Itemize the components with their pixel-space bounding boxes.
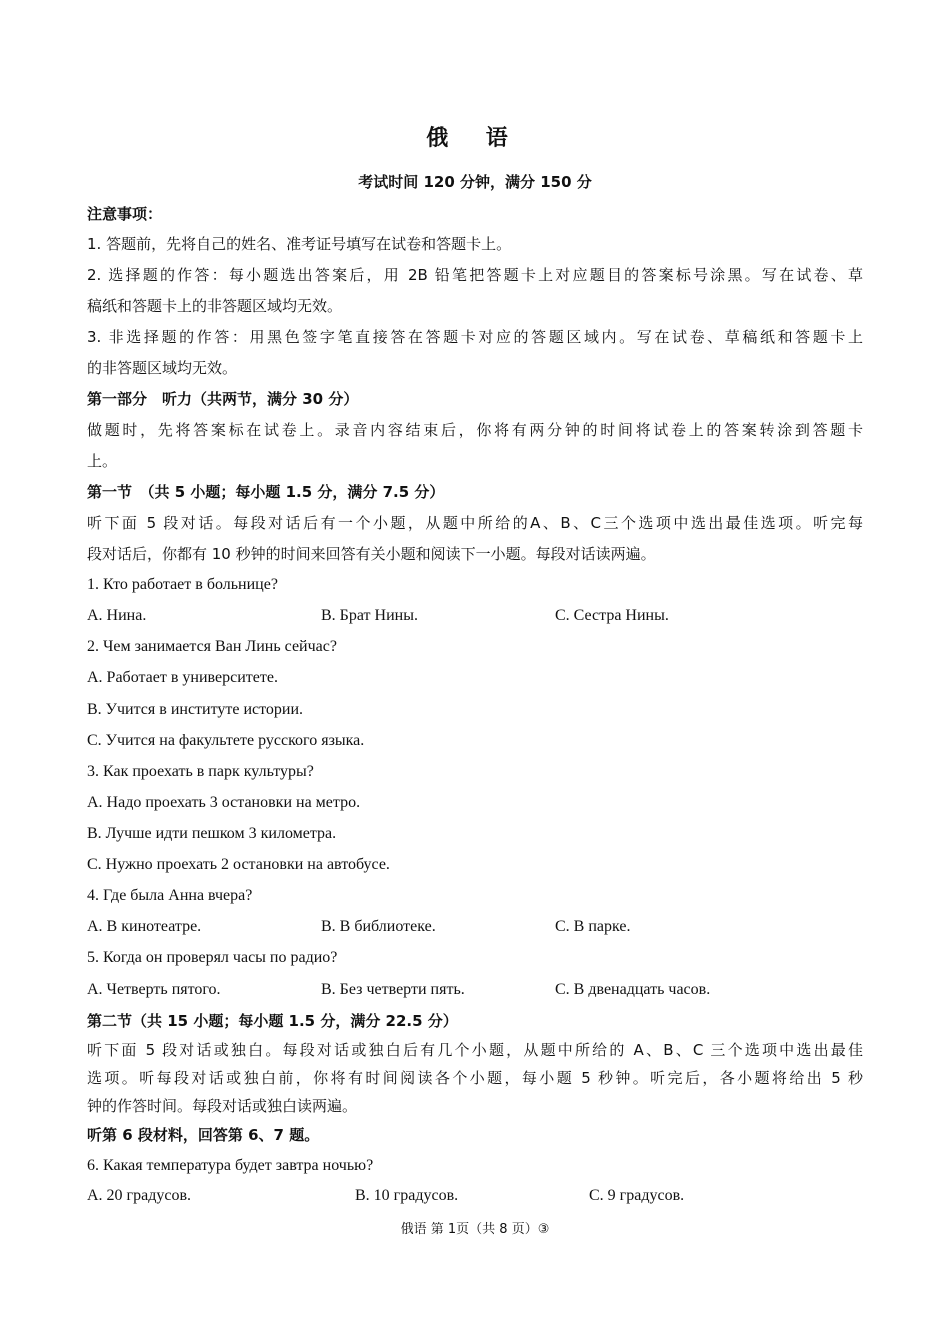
question-3-option-b: B. Лучше идти пешком 3 километра. (87, 825, 337, 842)
material-6-instruction: 听第 6 段材料，回答第 6、7 题。 (87, 1126, 320, 1144)
page-footer: 俄语 第 1页（共 8 页）③ (400, 1222, 550, 1237)
notice-item-2-line-2: 稿纸和答题卡上的非答题区域均无效。 (87, 297, 343, 315)
question-5: 5. Когда он проверял часы по радио? (87, 949, 338, 966)
question-2-option-b: B. Учится в институте истории. (87, 701, 304, 718)
part1-instruction-line-1: 做题时，先将答案标在试卷上。录音内容结束后，你将有两分钟的时间将试卷上的答案转涂到答题卡 (87, 421, 863, 439)
section1-instruction-line-2: 段对话后，你都有 10 秒钟的时间来回答有关小题和阅读下一小题。每段对话读两遍。 (87, 545, 656, 563)
question-1-option-a: A. Нина. (87, 607, 147, 624)
question-5-option-a: A. Четверть пятого. (87, 981, 221, 998)
question-2-option-a: A. Работает в университете. (87, 669, 278, 686)
question-4-option-b: B. В библиотеке. (321, 918, 436, 935)
question-4: 4. Где была Анна вчера? (87, 887, 253, 904)
section1-instruction-line-1: 听下面 5 段对话。每段对话后有一个小题，从题中所给的A、B、C三个选项中选出最佳选项。听完每 (87, 514, 863, 532)
notice-item-3-line-1: 3. 非选择题的作答：用黑色签字笔直接答在答题卡对应的答题区域内。写在试卷、草稿纸和答题卡上 (87, 328, 863, 346)
question-1: 1. Кто работает в больнице? (87, 576, 278, 593)
question-5-option-b: B. Без четверти пять. (321, 981, 465, 998)
question-2: 2. Чем занимается Ван Линь сейчас? (87, 638, 337, 655)
question-4-option-a: A. В кинотеатре. (87, 918, 202, 935)
notice-heading: 注意事项： (87, 205, 163, 223)
page-subtitle: 考试时间 120 分钟，满分 150 分 (358, 173, 592, 191)
question-2-option-c: C. Учится на факультете русского языка. (87, 732, 365, 749)
question-6-option-b: B. 10 градусов. (355, 1187, 459, 1204)
notice-item-3-line-2: 的非答题区域均无效。 (87, 359, 238, 377)
question-3: 3. Как проехать в парк культуры? (87, 763, 314, 780)
part1-heading: 第一部分 听力（共两节，满分 30 分） (87, 390, 359, 408)
question-6-option-c: C. 9 градусов. (589, 1187, 685, 1204)
section1-heading: 第一节 （共 5 小题；每小题 1.5 分，满分 7.5 分） (87, 483, 445, 501)
question-6-option-a: A. 20 градусов. (87, 1187, 192, 1204)
section2-instruction-line-2: 选项。听每段对话或独白前，你将有时间阅读各个小题，每小题 5 秒钟。听完后，各小题将给出 5 秒 (87, 1069, 863, 1087)
question-3-option-a: A. Надо проехать 3 остановки на метро. (87, 794, 361, 811)
question-5-option-c: C. В двенадцать часов. (555, 981, 711, 998)
notice-item-2-line-1: 2. 选择题的作答：每小题选出答案后，用 2B 铅笔把答题卡上对应题目的答案标号涂黑。写在试卷、草 (87, 266, 863, 284)
question-1-option-c: C. Сестра Нины. (555, 607, 669, 624)
section2-instruction-line-1: 听下面 5 段对话或独白。每段对话或独白后有几个小题，从题中所给的 A、B、C 三个选项中选出最佳 (87, 1041, 863, 1059)
part1-instruction-line-2: 上。 (87, 452, 118, 470)
page-title: 俄 语 (426, 125, 524, 150)
question-4-option-c: C. В парке. (555, 918, 631, 935)
section2-heading: 第二节（共 15 小题；每小题 1.5 分，满分 22.5 分） (87, 1012, 458, 1030)
section2-instruction-line-3: 钟的作答时间。每段对话或独白读两遍。 (87, 1097, 358, 1115)
question-1-option-b: B. Брат Нины. (321, 607, 418, 624)
question-6: 6. Какая температура будет завтра ночью? (87, 1157, 374, 1174)
notice-item-1: 1. 答题前，先将自己的姓名、准考证号填写在试卷和答题卡上。 (87, 235, 512, 253)
question-3-option-c: C. Нужно проехать 2 остановки на автобусе. (87, 856, 390, 873)
